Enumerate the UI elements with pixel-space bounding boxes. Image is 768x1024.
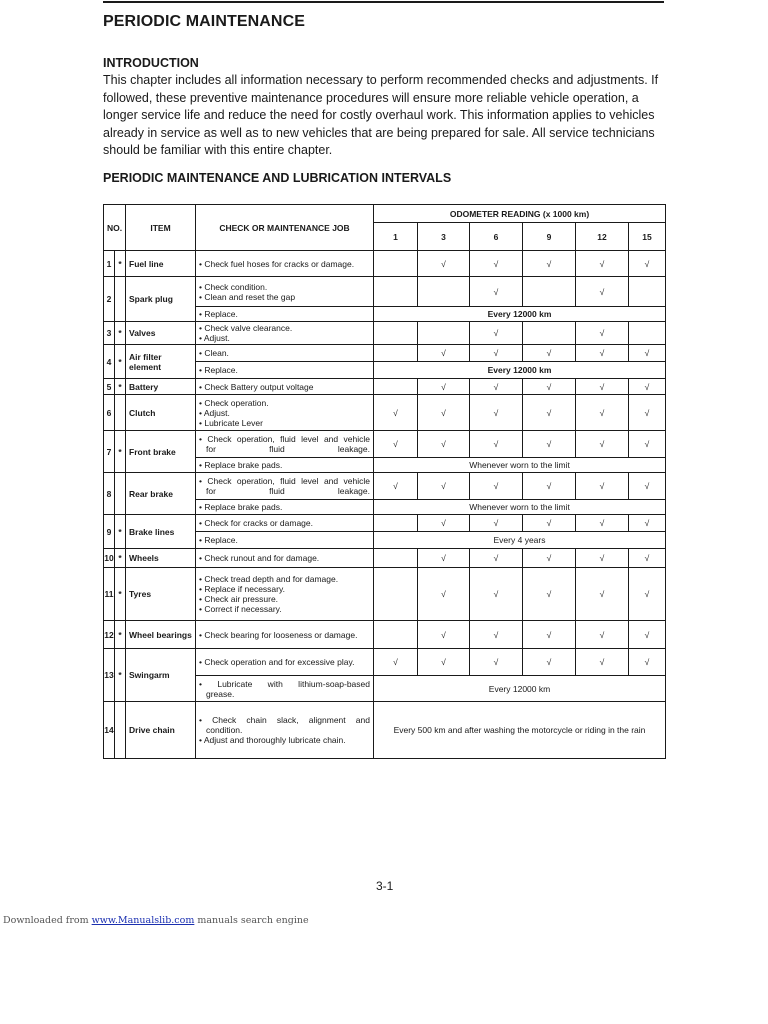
job-line: • Adjust.	[199, 333, 230, 343]
job-line: for fluid leakage.	[206, 444, 370, 454]
check-mark: √	[418, 251, 470, 277]
row-item: Wheels	[126, 549, 196, 568]
check-mark: √	[629, 431, 666, 458]
maintenance-job	[196, 277, 374, 307]
check-mark: √	[629, 649, 666, 676]
empty-cell	[418, 277, 470, 307]
maintenance-job	[196, 379, 374, 395]
check-mark: √	[470, 379, 523, 395]
check-mark: √	[576, 345, 629, 362]
check-mark: √	[576, 621, 629, 649]
check-mark: √	[629, 379, 666, 395]
job-line: • Check condition.	[199, 281, 268, 292]
check-mark: √	[576, 431, 629, 458]
check-mark: √	[418, 345, 470, 362]
check-mark: √	[418, 379, 470, 395]
maintenance-job	[196, 458, 374, 473]
maintenance-job	[196, 345, 374, 362]
check-mark: √	[523, 515, 576, 532]
check-mark: √	[418, 515, 470, 532]
job-line: • Replace brake pads.	[199, 502, 283, 512]
job-line: • Check tread depth and for damage.	[199, 574, 339, 584]
manualslib-link[interactable]: www.Manualslib.com	[91, 915, 195, 926]
job-line: • Correct if necessary.	[199, 604, 282, 614]
check-mark: √	[523, 379, 576, 395]
row-star: *	[115, 379, 126, 395]
intro-paragraph: This chapter includes all information necessary to perform recommended checks and adjustments. If followed, these preventive maintenance procedures will ensure more reliable vehicle operation, a longer service life and reduce the need for costly overhaul work. This information applies to vehicles already in service as well as to new vehicles that are being prepared for sale. All service technicians should be familiar with this entire chapter.	[103, 73, 659, 157]
interval-span: Every 12000 km	[374, 362, 666, 379]
job-line: • Replace.	[199, 535, 238, 545]
job-line: • Check operation and for excessive play.	[199, 657, 355, 667]
table-row	[104, 515, 666, 532]
maintenance-job	[196, 322, 374, 345]
row-star: *	[115, 431, 126, 473]
table-row	[104, 379, 666, 395]
table-row	[104, 702, 666, 759]
job-line: condition.	[206, 725, 243, 735]
maintenance-job	[196, 568, 374, 621]
maintenance-job	[196, 649, 374, 676]
page-title: PERIODIC MAINTENANCE	[103, 13, 306, 30]
header-no: NO.	[104, 205, 126, 251]
job-line: • Lubricate Lever	[199, 417, 263, 428]
maintenance-job	[196, 431, 374, 458]
header-item: ITEM	[126, 205, 196, 251]
row-number: 3	[104, 322, 115, 345]
check-mark: √	[418, 568, 470, 621]
job-line: • Lubricate with lithium-soap-based	[199, 678, 370, 689]
header-job: CHECK OR MAINTENANCE JOB	[196, 205, 374, 251]
header-odometer: ODOMETER READING (x 1000 km)	[374, 205, 666, 223]
row-item: Clutch	[126, 395, 196, 431]
row-item: Spark plug	[126, 277, 196, 322]
check-mark: √	[629, 395, 666, 431]
check-mark: √	[470, 621, 523, 649]
job-line: grease.	[206, 688, 235, 699]
check-mark: √	[523, 431, 576, 458]
interval-header: 12	[576, 223, 629, 251]
row-item: Swingarm	[126, 649, 196, 702]
footer-suffix: manuals search engine	[194, 915, 309, 926]
row-number: 4	[104, 345, 115, 379]
empty-cell	[374, 345, 418, 362]
interval-header: 9	[523, 223, 576, 251]
row-star: *	[115, 322, 126, 345]
job-line: • Replace brake pads.	[199, 460, 283, 470]
empty-cell	[523, 277, 576, 307]
check-mark: √	[418, 621, 470, 649]
job-line: • Check operation, fluid level and vehicle	[199, 434, 370, 444]
check-mark: √	[576, 549, 629, 568]
check-mark: √	[470, 251, 523, 277]
job-line: • Check for cracks or damage.	[199, 518, 313, 528]
table-row	[104, 431, 666, 458]
interval-span: Every 12000 km	[374, 676, 666, 702]
table-row	[104, 395, 666, 431]
empty-cell	[629, 322, 666, 345]
empty-cell	[374, 379, 418, 395]
job-line: for fluid leakage.	[206, 486, 370, 496]
maintenance-job	[196, 549, 374, 568]
check-mark: √	[629, 345, 666, 362]
check-mark: √	[470, 473, 523, 500]
row-star	[115, 473, 126, 515]
table-row	[104, 251, 666, 277]
job-line: • Replace if necessary.	[199, 584, 285, 594]
empty-cell	[418, 322, 470, 345]
interval-span: Whenever worn to the limit	[374, 458, 666, 473]
row-star: *	[115, 568, 126, 621]
maintenance-job	[196, 621, 374, 649]
job-line: • Check fuel hoses for cracks or damage.	[199, 258, 355, 269]
check-mark: √	[418, 473, 470, 500]
row-number: 10	[104, 549, 115, 568]
check-mark: √	[576, 473, 629, 500]
check-mark: √	[576, 251, 629, 277]
check-mark: √	[576, 649, 629, 676]
check-mark: √	[374, 649, 418, 676]
interval-header: 3	[418, 223, 470, 251]
check-mark: √	[523, 473, 576, 500]
row-number: 1	[104, 251, 115, 277]
check-mark: √	[470, 549, 523, 568]
job-line: • Adjust.	[199, 407, 230, 418]
empty-cell	[374, 251, 418, 277]
interval-header: 6	[470, 223, 523, 251]
interval-span: Every 500 km and after washing the motorcycle or riding in the rain	[374, 702, 666, 759]
maintenance-job	[196, 500, 374, 515]
row-number: 11	[104, 568, 115, 621]
check-mark: √	[470, 649, 523, 676]
check-mark: √	[470, 345, 523, 362]
check-mark: √	[576, 515, 629, 532]
footer	[3, 915, 309, 926]
row-star: *	[115, 549, 126, 568]
row-number: 7	[104, 431, 115, 473]
interval-header: 1	[374, 223, 418, 251]
empty-cell	[374, 322, 418, 345]
page-number: 3-1	[376, 879, 394, 893]
maintenance-job	[196, 532, 374, 549]
empty-cell	[374, 568, 418, 621]
job-line: • Check valve clearance.	[199, 323, 293, 333]
check-mark: √	[629, 251, 666, 277]
check-mark: √	[576, 277, 629, 307]
row-number: 12	[104, 621, 115, 649]
empty-cell	[629, 277, 666, 307]
table-row	[104, 322, 666, 345]
maintenance-job	[196, 395, 374, 431]
intro-heading: INTRODUCTION	[103, 56, 199, 70]
row-item: Air filter element	[126, 345, 196, 379]
check-mark: √	[418, 431, 470, 458]
check-mark: √	[418, 649, 470, 676]
maintenance-job	[196, 702, 374, 759]
table-row	[104, 649, 666, 676]
row-item: Tyres	[126, 568, 196, 621]
check-mark: √	[629, 473, 666, 500]
job-line: • Check air pressure.	[199, 594, 279, 604]
empty-cell	[374, 277, 418, 307]
empty-cell	[523, 322, 576, 345]
check-mark: √	[629, 549, 666, 568]
job-line: • Check bearing for looseness or damage.	[199, 629, 358, 640]
table-row	[104, 345, 666, 362]
check-mark: √	[523, 568, 576, 621]
check-mark: √	[374, 395, 418, 431]
row-number: 13	[104, 649, 115, 702]
check-mark: √	[374, 473, 418, 500]
check-mark: √	[629, 621, 666, 649]
job-line: • Check Battery output voltage	[199, 381, 314, 392]
check-mark: √	[523, 345, 576, 362]
row-star: *	[115, 621, 126, 649]
interval-span: Whenever worn to the limit	[374, 500, 666, 515]
row-item: Wheel bearings	[126, 621, 196, 649]
maintenance-job	[196, 515, 374, 532]
job-line: • Replace.	[199, 365, 238, 375]
check-mark: √	[470, 277, 523, 307]
job-line: • Check chain slack, alignment and	[199, 715, 370, 725]
check-mark: √	[470, 568, 523, 621]
maintenance-job	[196, 473, 374, 500]
row-number: 6	[104, 395, 115, 431]
table-row	[104, 549, 666, 568]
table-row	[104, 568, 666, 621]
row-item: Brake lines	[126, 515, 196, 549]
check-mark: √	[629, 568, 666, 621]
job-line: • Check operation.	[199, 397, 269, 408]
row-number: 14	[104, 702, 115, 759]
row-star: *	[115, 251, 126, 277]
job-line: • Adjust and thoroughly lubricate chain.	[199, 735, 346, 745]
check-mark: √	[374, 431, 418, 458]
check-mark: √	[523, 621, 576, 649]
row-item: Fuel line	[126, 251, 196, 277]
check-mark: √	[629, 515, 666, 532]
check-mark: √	[418, 549, 470, 568]
maintenance-job	[196, 362, 374, 379]
check-mark: √	[470, 395, 523, 431]
table-row	[104, 277, 666, 307]
row-star: *	[115, 649, 126, 702]
check-mark: √	[523, 549, 576, 568]
maintenance-job	[196, 251, 374, 277]
intervals-heading: PERIODIC MAINTENANCE AND LUBRICATION INTERVALS	[103, 171, 452, 185]
check-mark: √	[470, 431, 523, 458]
row-item: Front brake	[126, 431, 196, 473]
maintenance-job	[196, 676, 374, 702]
check-mark: √	[523, 395, 576, 431]
check-mark: √	[470, 322, 523, 345]
check-mark: √	[576, 395, 629, 431]
check-mark: √	[470, 515, 523, 532]
row-star	[115, 702, 126, 759]
maintenance-table	[103, 204, 666, 759]
table-body	[104, 251, 666, 759]
row-item: Rear brake	[126, 473, 196, 515]
check-mark: √	[418, 395, 470, 431]
table-row	[104, 473, 666, 500]
row-star: *	[115, 345, 126, 379]
empty-cell	[374, 549, 418, 568]
check-mark: √	[523, 649, 576, 676]
row-item: Drive chain	[126, 702, 196, 759]
footer-prefix: Downloaded from	[3, 915, 92, 926]
job-line: • Check operation, fluid level and vehicle	[199, 476, 370, 486]
job-line: • Check runout and for damage.	[199, 553, 320, 563]
row-star	[115, 277, 126, 322]
check-mark: √	[576, 568, 629, 621]
job-line: • Clean.	[199, 348, 229, 358]
row-item: Valves	[126, 322, 196, 345]
check-mark: √	[576, 322, 629, 345]
row-star: *	[115, 515, 126, 549]
row-star	[115, 395, 126, 431]
row-number: 9	[104, 515, 115, 549]
top-rule	[103, 1, 664, 3]
row-number: 8	[104, 473, 115, 515]
interval-span: Every 12000 km	[374, 307, 666, 322]
job-line: • Replace.	[199, 309, 238, 319]
empty-cell	[374, 515, 418, 532]
empty-cell	[374, 621, 418, 649]
check-mark: √	[523, 251, 576, 277]
maintenance-job	[196, 307, 374, 322]
row-number: 5	[104, 379, 115, 395]
interval-header: 15	[629, 223, 666, 251]
row-item: Battery	[126, 379, 196, 395]
table-row	[104, 621, 666, 649]
check-mark: √	[576, 379, 629, 395]
job-line: • Clean and reset the gap	[199, 291, 296, 302]
row-number: 2	[104, 277, 115, 322]
interval-span: Every 4 years	[374, 532, 666, 549]
